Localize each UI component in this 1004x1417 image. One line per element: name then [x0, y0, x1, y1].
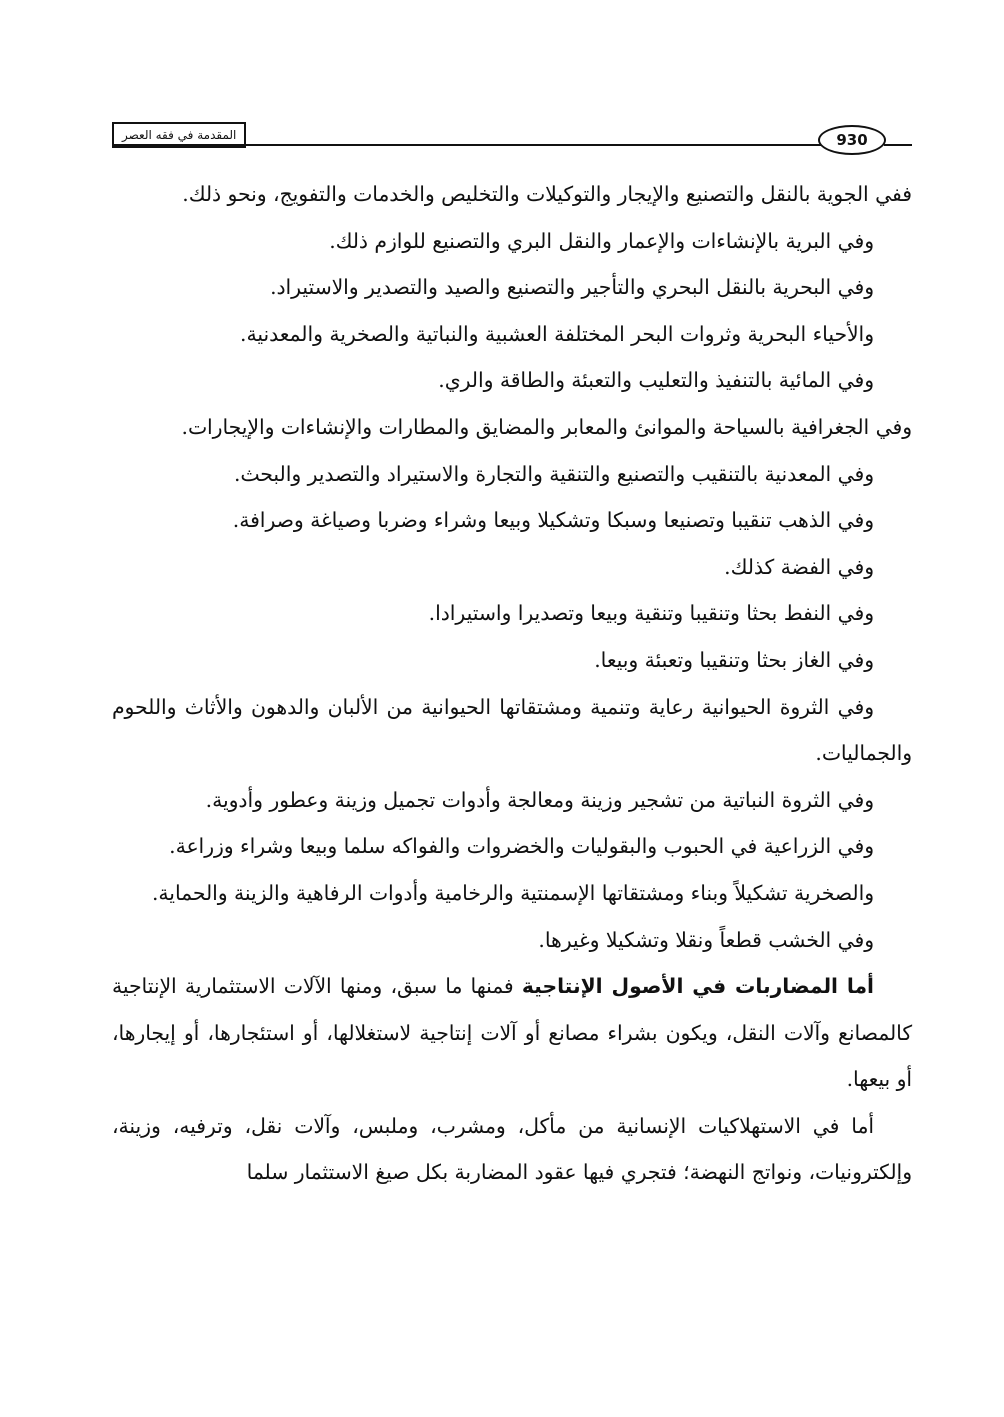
paragraph: وفي الجغرافية بالسياحة والموانئ والمعابر والمضايق والمطارات والإنشاءات والإيجارات. — [181, 414, 912, 439]
paragraph: وفي البرية بالإنشاءات والإعمار والنقل البري والتصنيع للوازم ذلك. — [329, 228, 874, 253]
paragraph: وفي الزراعية في الحبوب والبقوليات والخضروات والفواكه سلما وبيعا وشراء وزراعة. — [169, 834, 874, 859]
paragraph — [112, 963, 912, 1103]
paragraph: والأحياء البحرية وثروات البحر المختلفة العشبية والنباتية والصخرية والمعدنية. — [240, 321, 874, 346]
paragraph: وفي الذهب تنقيبا وتصنيعا وسبكا وتشكيلا وبيعا وشراء وضربا وصياغة وصرافة. — [232, 508, 874, 533]
page-header — [112, 120, 912, 150]
paragraph: وفي الغاز بحثا وتنقيبا وتعبئة وبيعا. — [594, 647, 874, 672]
paragraph: وفي المعدنية بالتنقيب والتصنيع والتنقية والتجارة والاستيراد والتصدير والبحث. — [233, 461, 874, 486]
paragraph: وفي الثروة النباتية من تشجير وزينة ومعالجة وأدوات تجميل وزينة وعطور وأدوية. — [205, 787, 874, 812]
page-number: 930 — [818, 125, 886, 155]
running-title: المقدمة في فقه العصر — [112, 122, 246, 148]
paragraph: أما في الاستهلاكيات الإنسانية من مأكل، ومشرب، وملبس، وآلات نقل، وترفيه، وزينة، وإلكترونيات، ونواتج النهضة؛ فتجري فيها عقود المضاربة بكل صيغ الاستثمار سلما — [112, 1113, 912, 1185]
paragraph: وفي الثروة الحيوانية رعاية وتنمية ومشتقاتها الحيوانية من الألبان والدهون والأثاث واللحوم والجماليات. — [112, 694, 912, 766]
bold-heading: أما المضاربات في الأصول الإنتاجية — [521, 974, 874, 999]
paragraph: وفي الفضة كذلك. — [724, 554, 874, 579]
header-rule-right — [884, 144, 912, 146]
paragraph: وفي النفط بحثا وتنقيبا وتنقية وبيعا وتصديرا واستيرادا. — [428, 601, 874, 626]
paragraph: والصخرية تشكيلاً وبناء ومشتقاتها الإسمنتية والرخامية وأدوات الرفاهية والزينة والحماية. — [151, 880, 874, 905]
paragraph-text: فمنها ما سبق، ومنها الآلات الاستثمارية الإنتاجية كالمصانع وآلات النقل، ويكون بشراء مصانع أو آلات إنتاجية لاستغلالها، أو استئجارها، أو إيجارها، أو بيعها. — [112, 974, 912, 1092]
paragraph: وفي الخشب قطعاً ونقلا وتشكيلا وغيرها. — [538, 927, 874, 952]
paragraph: ففي الجوية بالنقل والتصنيع والإيجار والتوكيلات والتخليص والخدمات والتفويج، ونحو ذلك. — [182, 182, 912, 206]
paragraph: وفي المائية بالتنفيذ والتعليب والتعبئة والطاقة والري. — [438, 368, 874, 393]
body-text — [112, 171, 912, 1196]
paragraph: وفي البحرية بالنقل البحري والتأجير والتصنيع والصيد والتصدير والاستيراد. — [270, 275, 874, 300]
